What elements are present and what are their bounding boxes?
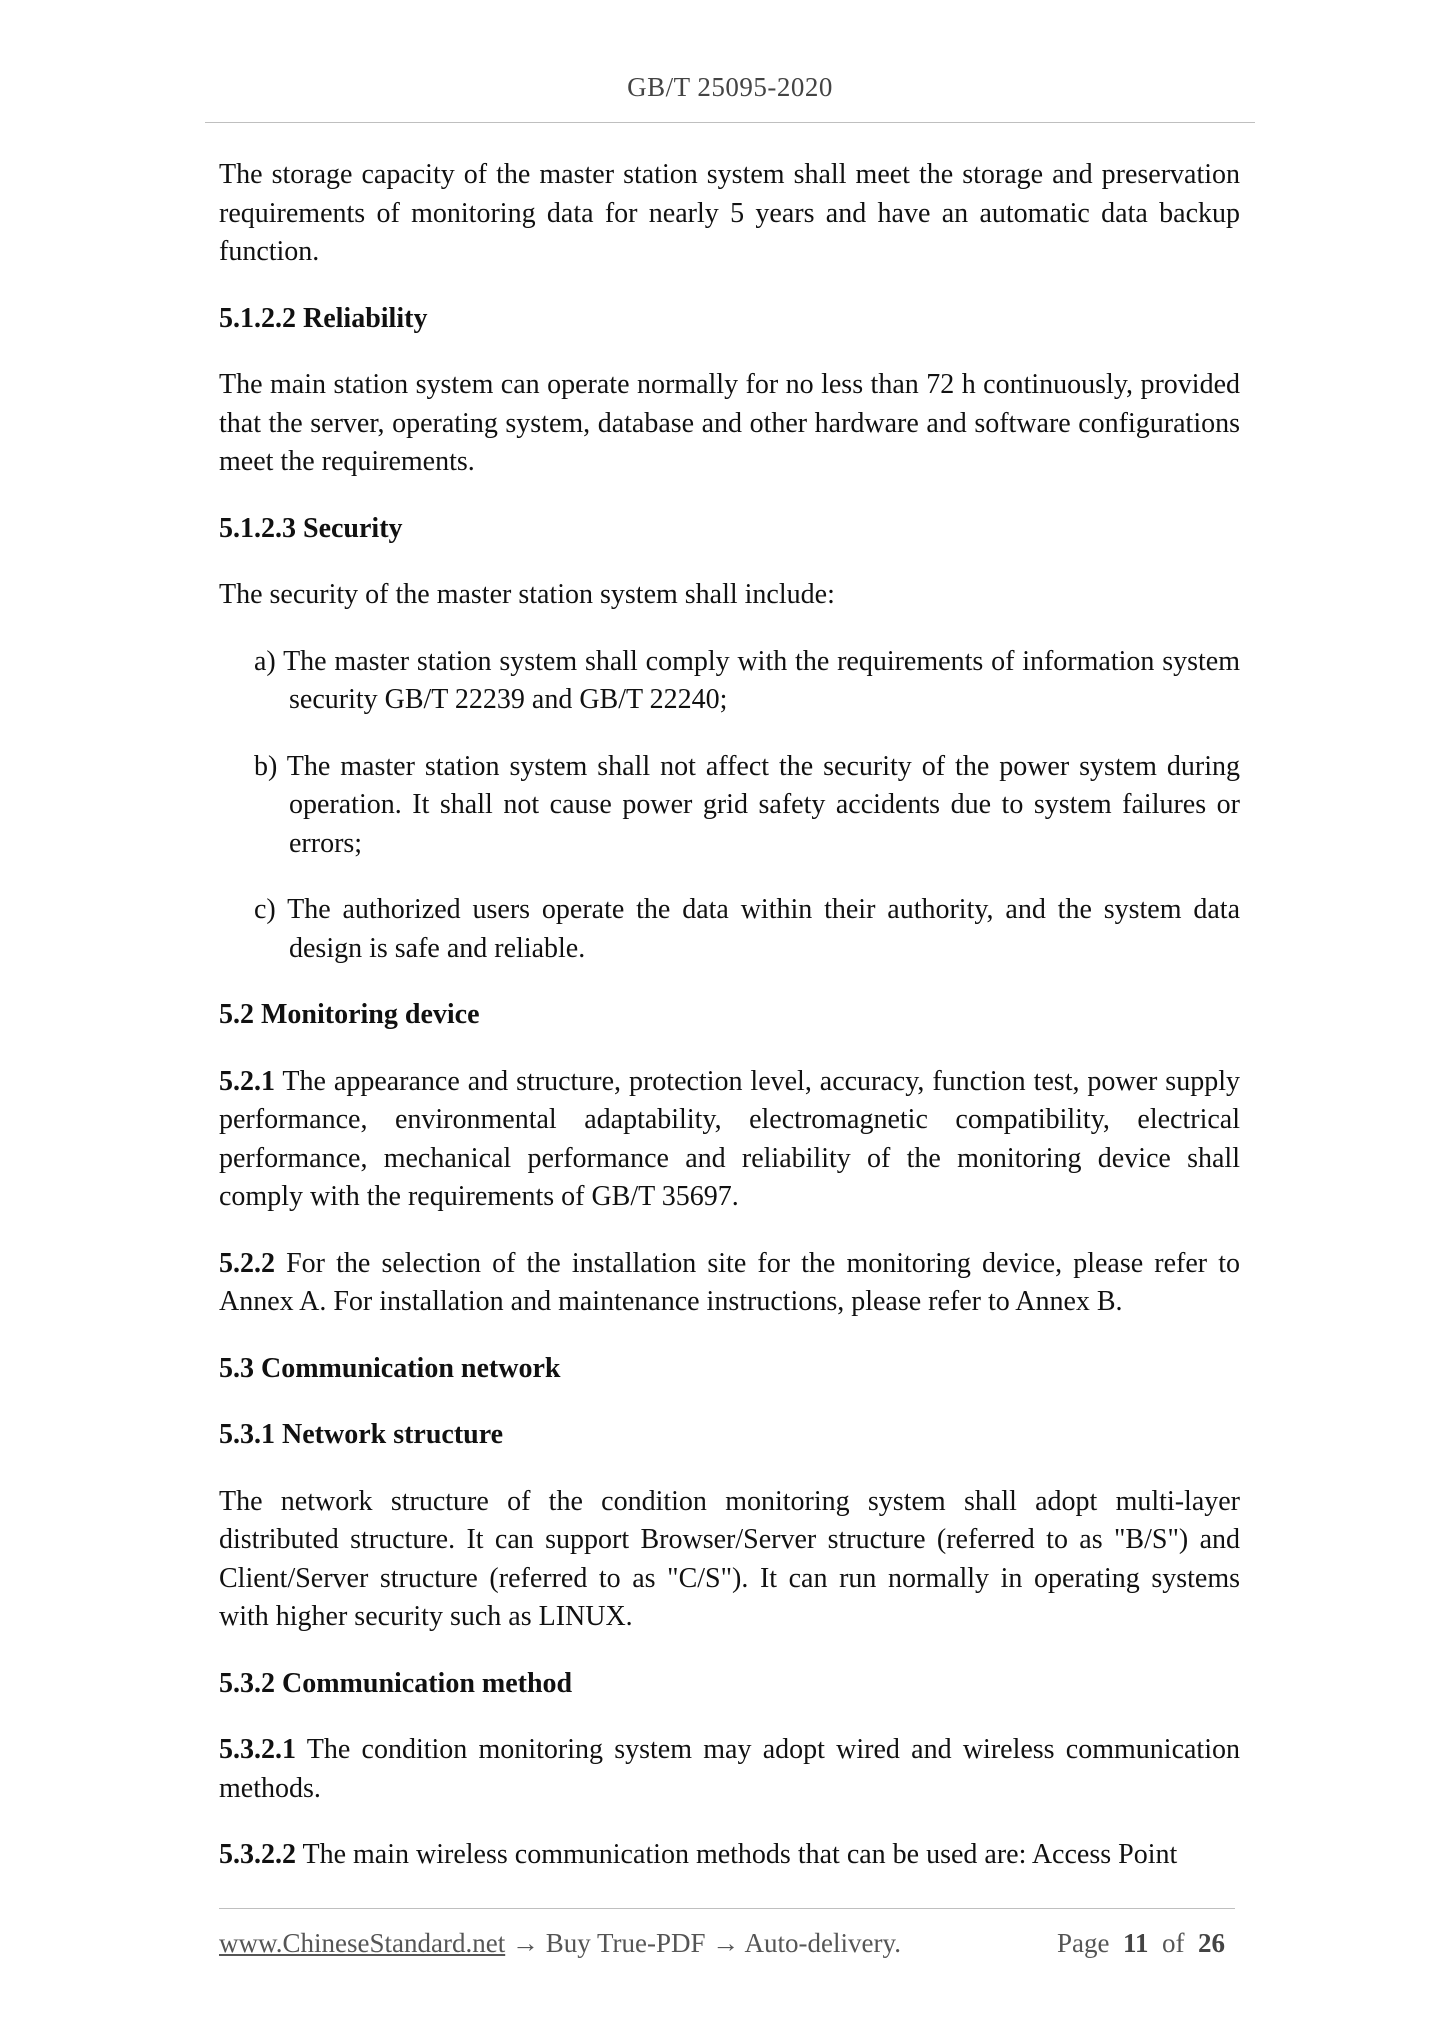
list-item (219, 748, 1240, 864)
security-item-a: a) The master station system shall comply with the requirements of information system security GB/T 22239 and GB/T 22240; (254, 645, 1240, 715)
network-structure-paragraph: The network structure of the condition monitoring system shall adopt multi-layer distributed structure. It can support Browser/Server structure (referred to as "B/S") and Client/Server structure (referred to as "C/S"). It can run normally in operating systems with higher security such as LINUX. (219, 1485, 1240, 1632)
site-link[interactable]: www.ChineseStandard.net (219, 1928, 506, 1958)
heading-network-structure: 5.3.1 Network structure (219, 1419, 504, 1450)
arrow-right-icon: → (505, 1928, 546, 1958)
clause-number: 5.3.2.2 (219, 1839, 296, 1870)
heading-monitoring-device: 5.2 Monitoring device (219, 999, 480, 1030)
document-header: GB/T 25095-2020 (627, 72, 833, 102)
intro-paragraph: The storage capacity of the master station system shall meet the storage and preservation requirements of monitoring data for nearly 5 years and have an automatic data backup function. (219, 159, 1240, 267)
clause-number: 5.2.2 (219, 1247, 275, 1279)
clause-number: 5.3.2.1 (219, 1734, 296, 1765)
reliability-paragraph: The main station system can operate normally for no less than 72 h continuously, provided that the server, operating system, database and other hardware and software configurations meet the requirements. (219, 369, 1240, 477)
page-label: Page (1057, 1928, 1110, 1958)
heading-security: 5.1.2.3 Security (219, 512, 403, 544)
clause-text: For the selection of the installation site for the monitoring device, please refer to Annex A. For installation and maintenance instructions, please refer to Annex B. (219, 1247, 1240, 1317)
clause-5-2-1 (219, 1063, 1240, 1217)
clause-text: The main wireless communication methods that can be used are: Access Point (296, 1839, 1178, 1870)
list-item (219, 891, 1240, 968)
document-body (219, 156, 1240, 1903)
footer-promo (219, 1928, 901, 1959)
delivery-text: Auto-delivery. (744, 1928, 901, 1958)
clause-number: 5.2.1 (219, 1065, 275, 1097)
page-total: 26 (1198, 1928, 1225, 1958)
list-item (219, 643, 1240, 720)
clause-5-3-2-2 (219, 1836, 1240, 1875)
clause-5-3-2-1 (219, 1731, 1240, 1808)
heading-communication-network: 5.3 Communication network (219, 1352, 561, 1384)
arrow-right-icon: → (705, 1928, 745, 1958)
header-divider (205, 122, 1255, 123)
heading-communication-method: 5.3.2 Communication method (219, 1667, 573, 1699)
footer-divider (219, 1908, 1235, 1909)
clause-5-2-2 (219, 1245, 1240, 1322)
security-intro: The security of the master station system shall include: (219, 579, 835, 610)
clause-text: The appearance and structure, protection level, accuracy, function test, power supply performance, environmental adaptability, electromagnetic compatibility, electrical performance, mechanical performance and reliability of the monitoring device shall comply with the requirements of GB/T 35697. (219, 1065, 1240, 1212)
clause-text: The condition monitoring system may adopt wired and wireless communication methods. (219, 1734, 1240, 1804)
page-number (1057, 1928, 1225, 1959)
page-of: of (1162, 1928, 1185, 1958)
security-item-c: c) The authorized users operate the data within their authority, and the system data design is safe and reliable. (254, 894, 1240, 964)
page-current: 11 (1122, 1928, 1149, 1958)
heading-reliability: 5.1.2.2 Reliability (219, 302, 428, 334)
security-item-b: b) The master station system shall not affect the security of the power system during operation. It shall not cause power grid safety accidents due to system failures or errors; (254, 750, 1240, 859)
buy-text: Buy True-PDF (545, 1928, 706, 1958)
